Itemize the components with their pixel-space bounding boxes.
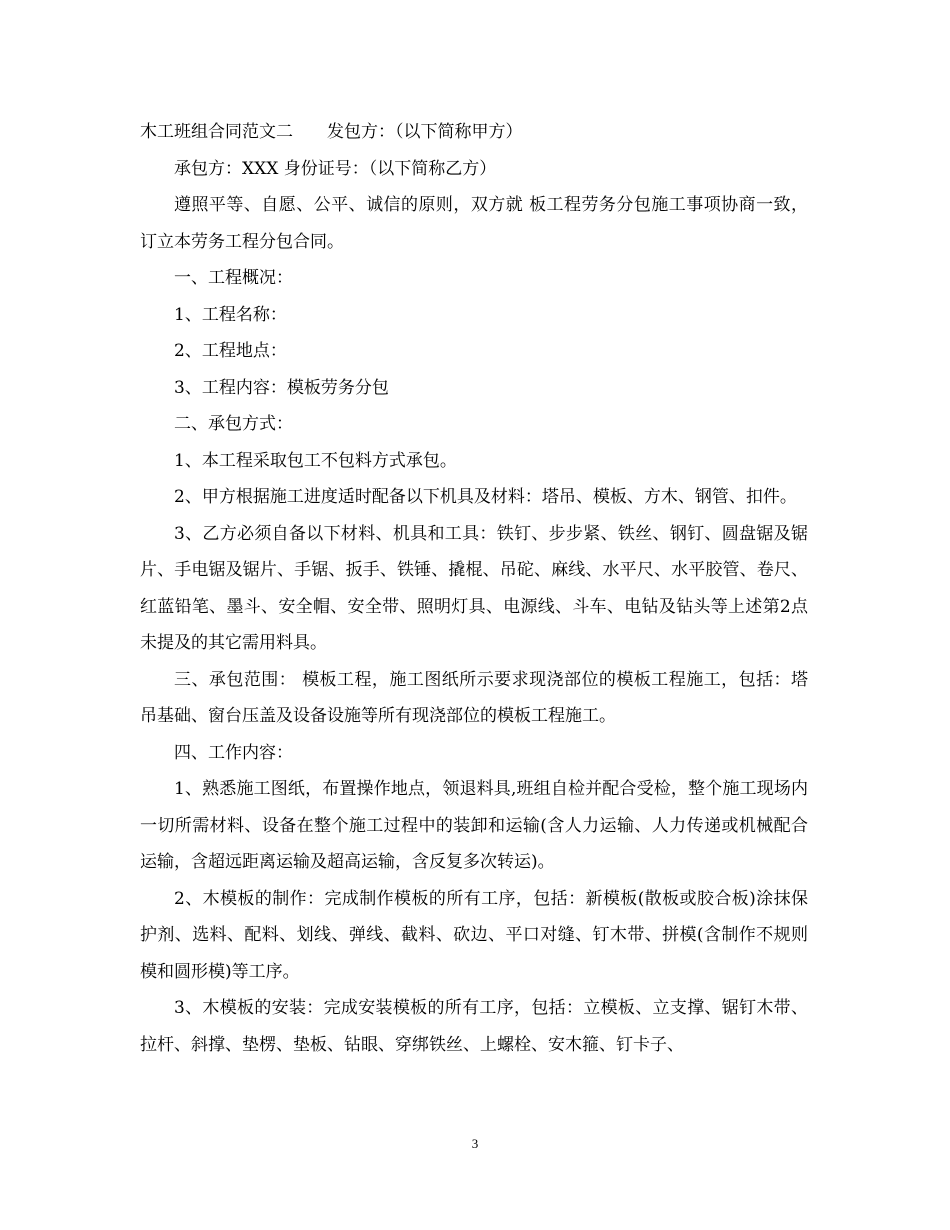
document-body [140, 114, 808, 1063]
paragraph: 2、工程地点： [174, 341, 287, 361]
paragraph: 2、甲方根据施工进度适时配备以下机具及材料：塔吊、模板、方木、钢管、扣件。 [174, 487, 797, 507]
paragraph: 承包方：XXX 身份证号：（以下简称乙方） [174, 158, 497, 179]
section-heading: 二、承包方式： [174, 414, 293, 434]
paragraph: 1、熟悉施工图纸，布置操作地点，领退料具,班组自检并配合受检，整个施工现场内一切所需材料、设备在整个施工过程中的装卸和运输(含人力运输、人力传递或机械配合运输，含超远距离运输及超高运输，含反复多次转运)。 [140, 779, 808, 872]
header-party: 发包方：（以下简称甲方） [327, 122, 523, 142]
paragraph: 3、木模板的安装：完成安装模板的所有工序，包括：立模板、立支撑、锯钉木带、拉杆、斜撑、垫楞、垫板、钻眼、穿绑铁丝、上螺栓、安木箍、钉卡子、 [140, 998, 808, 1055]
paragraph: 遵照平等、自愿、公平、诚信的原则，双方就 板工程劳务分包施工事项协商一致，订立本劳务工程分包合同。 [140, 195, 808, 252]
paragraph: 1、工程名称： [174, 304, 287, 325]
paragraph: 3、乙方必须自备以下材料、机具和工具：铁钉、步步紧、铁丝、钢钉、圆盘锯及锯片、手电锯及锯片、手锯、扳手、铁锤、撬棍、吊砣、麻线、水平尺、水平胶管、卷尺、红蓝铅笔、墨斗、安全帽、安全带、照明灯具、电源线、斗车、电钻及钻头等上述第2点未提及的其它需用料具。 [140, 523, 808, 653]
paragraph: 3、工程内容：模板劳务分包 [174, 377, 389, 398]
page-number: 3 [471, 1136, 479, 1151]
section-heading: 四、工作内容： [174, 742, 293, 763]
document-title: 木工班组合同范文二 [140, 122, 293, 142]
title-line [140, 114, 808, 151]
paragraph: 1、本工程采取包工不包料方式承包。 [174, 450, 457, 471]
section-heading: 一、工程概况： [174, 268, 293, 288]
paragraph: 2、木模板的制作：完成制作模板的所有工序，包括：新模板(散板或胶合板)涂抹保护剂、选料、配料、划线、弹线、截料、砍边、平口对缝、钉木带、拼模(含制作不规则模和圆形模)等工序。 [140, 888, 808, 982]
section-heading: 三、承包范围： 模板工程，施工图纸所示要求现浇部位的模板工程施工，包括：塔吊基础、窗台压盖及设备设施等所有现浇部位的模板工程施工。 [140, 669, 808, 726]
